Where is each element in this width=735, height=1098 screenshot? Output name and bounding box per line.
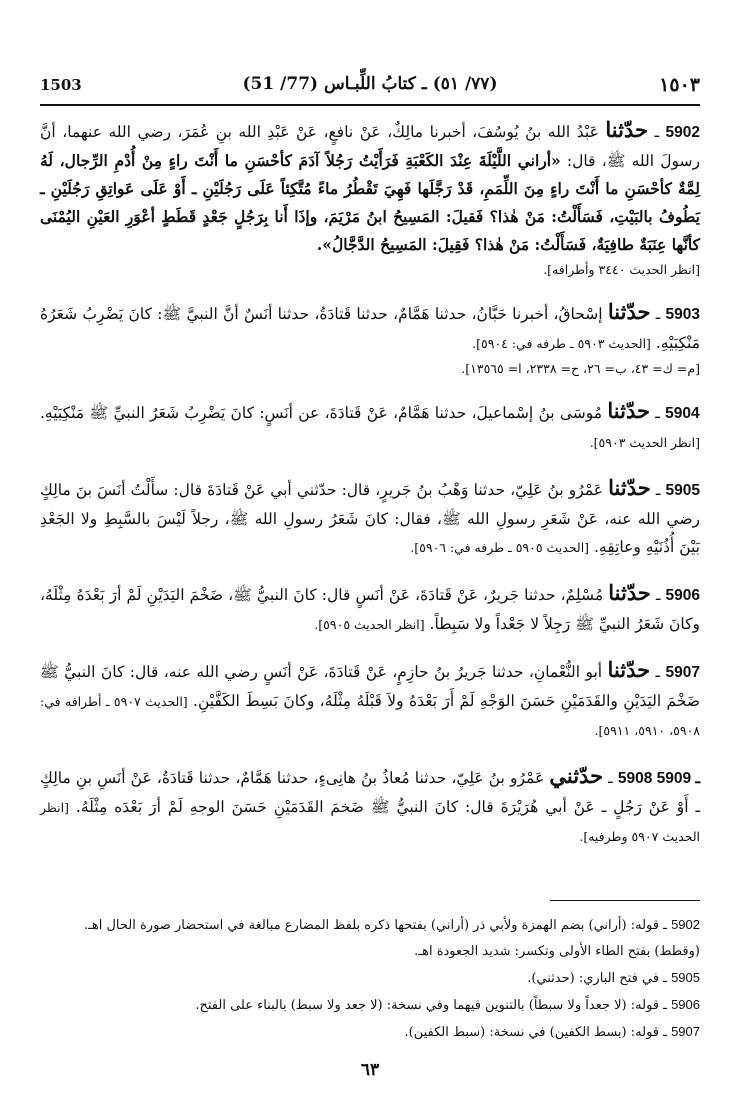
footnote-5907 <box>40 1019 700 1046</box>
hadith-reference: [انظر الحديث ٣٤٤٠ وأطرافه]. <box>543 262 700 277</box>
hadith-5904 <box>40 397 700 457</box>
hadith-5902 <box>40 116 700 281</box>
hadith-5903 <box>40 298 700 380</box>
page <box>40 60 700 1090</box>
hadith-number: 5903 <box>665 306 701 323</box>
dash: ـ <box>650 305 661 323</box>
hadith-lead: حدّثنا <box>605 117 648 142</box>
isnad-text: إسْحاقُ، أخبرنا حَبَّانُ، حدثنا هَمَّامٌ، حدثنا قَتادَةُ، حدثنا أنَسٌ أنَّ النبيَّ ﷺ: كانَ يَضْرِبُ شَعَرُهُ مَنْكِبَيْهِ. <box>40 305 700 352</box>
header-rule <box>40 104 700 106</box>
hadith-reference: [الحديث ٥٩٠٥ ـ طرفه في: ٥٩٠٦]. <box>410 540 590 555</box>
hadith-number: 5907 <box>665 664 700 681</box>
hadith-5908-5909 <box>40 762 700 851</box>
footnote-number: 5905 <box>671 970 700 985</box>
hadith-lead: حدّثنا <box>607 398 650 423</box>
footnotes <box>40 912 700 1046</box>
hadith-number: 5906 <box>665 587 700 604</box>
isnad-text: مُوسَى بنُ إسْماعيلَ، حدثنا هَمَّامٌ، عَنْ قَتادَةَ، عن أنَسٍ: كانَ يَضْرِبُ شَعَرُ النبيِّ ﷺ مَنْكِبَيْهِ. <box>40 404 603 422</box>
hadith-number: 5908 ـ 5909 <box>617 770 700 787</box>
hadith-lead: حدّثنا <box>608 580 651 605</box>
hadith-5905 <box>40 474 700 562</box>
footnote-number: 5907 <box>671 1024 700 1039</box>
isnad-text: مُسْلِمٌ، حدثنا جَريرٌ، عَنْ قَتادَةَ، عَنْ أنَسٍ قال: كانَ النبيُّ ﷺ، ضَخْمَ اليَدَيْنِ لَمْ أرَ بَعْدَهُ مِثْلَهُ، وكانَ شَعَرُ النبيِّ ﷺ رَجِلاً لا جَعْداً ولا سَبِطاً. <box>40 586 700 633</box>
matn-text: «أراني اللَّيْلَةَ عِنْدَ الكَعْبَةِ فَرَأَيْتُ رَجُلاً آدَمَ كأحْسَنِ ما أَنْتَ راءٍ مِنْ أُدْمِ الرِّجال، لَهُ لِمَّةٌ كأحْسَنِ ما أَنْتَ راءٍ مِنَ اللِّمَمِ، قَدْ رَجَّلَها فَهِيَ تَقْطُرُ ماءً مُتَّكِئاً عَلَى رَجُلَيْنِ ـ أَوْ عَلَى عَواتِقِ رَجُلَيْنِ ـ يَطُوفُ بالبَيْتِ، فَسَأَلْتُ: مَنْ هٰذا؟ فَقيلَ: المَسِيحُ ابنُ مَرْيَمَ، وإذَا أَنا بِرَجُلٍ جَعْدٍ قَطَطٍ أعْوَرِ العَيْنِ اليُمْنَى كأنَّها عِنَبَةٌ طافِيَةٌ، فَسَأَلْتُ: مَنْ هٰذا؟ فَقِيلَ: المَسِيحُ الدَّجَّالُ». <box>40 151 700 254</box>
hadith-number: 5905 <box>665 482 700 499</box>
footnote-5905 <box>40 965 700 992</box>
isnad-text: عَبْدُ الله بنُ يُوسُفَ، أخبرنا مالِكٌ، عَنْ نافعٍ، عَنْ عَبْدِ الله بنِ عُمَرَ، رضي الله عنهما، أنَّ رسولَ الله ﷺ، قال: <box>40 123 700 170</box>
dash: ـ <box>650 481 661 499</box>
hadith-lead: حدّثنا <box>608 475 651 500</box>
hadith-number: 5904 <box>665 405 700 422</box>
hadith-reference: [الحديث ٥٩٠٧ ـ أطرافه في: ٥٩٠٨، ٥٩١٠، ٥٩١١]. <box>40 694 700 738</box>
hadith-reference: [انظر الحديث ٥٩٠٥]. <box>314 617 425 632</box>
footnote-separator <box>550 900 700 901</box>
hadith-body <box>40 116 700 868</box>
hadith-lead: حدّثني <box>549 763 604 788</box>
hadith-lead: حدّثنا <box>607 657 651 682</box>
hadith-5907 <box>40 656 700 745</box>
footnote-5902 <box>40 912 700 965</box>
dash: ـ <box>650 663 661 681</box>
hadith-5906 <box>40 579 700 639</box>
dash: ـ <box>650 586 661 604</box>
hadith-reference: [انظر الحديث ٥٩٠٣]. <box>589 435 700 450</box>
footnote-number: 5906 <box>671 997 700 1012</box>
hadith-number: 5902 <box>665 124 700 141</box>
footnote-text: ـ في فتح الباري: (حدثني). <box>527 971 667 986</box>
isnad-text: أبو النُّعْمانِ، حدثنا جَريرُ بنُ حازِمٍ، عَنْ قَتادَةَ، عَنْ أنَسٍ رضي الله عنه، قال: كانَ النبيُّ ﷺ ضَخْمَ اليَدَيْنِ والقَدَمَيْنِ حَسَنَ الوَجْهِ لَمْ أَرَ بَعْدَهُ ولاَ قَبْلَهُ مِثْلَهُ، وكانَ بَسِطَ الكَفَّيْنِ. <box>40 663 701 710</box>
dash: ـ <box>603 769 613 787</box>
page-header <box>40 70 700 100</box>
footnote-text: ـ قوله: (أراني) بضم الهمزة ولأبي ذر (أراني) بفتحها ذكره بلفظ المضارع مبالغة في استحضار صورة الحال اهـ. (وقطط) بفتح الطاء الأولى وتكسر: شديد الجعودة اهـ. <box>83 918 700 959</box>
isnad-text: عَمْرُو بنُ عَلِيّ، حدثنا وَهْبُ بنُ جَريرٍ، قال: حدّثني أبي عَنْ قَتادَةَ قال: سأَلْتُ أنَسَ بنَ مالِكٍ رضي الله عنه، عَنْ شَعَرِ رسولِ الله ﷺ، فقال: كانَ شَعَرُ رسولِ الله ﷺ، رجلاً لَيْسَ بالسَّبِطِ ولا الجَعْدِ بَيْنَ أُذُنَيْهِ وعاتِقِهِ. <box>40 481 700 556</box>
footnote-5906 <box>40 992 700 1019</box>
footnote-number: 5902 <box>671 917 700 932</box>
page-number-arabic: ١٥٠٣ <box>659 74 700 96</box>
footnote-text: ـ قوله: (لا جعداً ولا سبطاً) بالتنوين فيهما وفي نسخة: (لا جعد ولا سبط) بالبناء على الفتح. <box>195 998 667 1013</box>
hadith-reference: [الحديث ٥٩٠٣ ـ طرفه في: ٥٩٠٤]. <box>472 336 651 351</box>
running-title: (٧٧/ ٥١) ـ كتابُ اللِّبـاس (77/ 51) <box>242 74 498 94</box>
folio-number: ٦٣ <box>360 1060 380 1080</box>
footnote-text: ـ قوله: (بسط الكفين) في نسخة: (سبط الكفين). <box>404 1025 667 1040</box>
hadith-lead: حدّثنا <box>607 299 651 324</box>
dash: ـ <box>650 404 660 422</box>
hadith-concordance: [م= ك= ٤٣، ب= ٢٦، ح= ٢٣٣٨، ا= ١٣٥٦٥]. <box>461 361 700 376</box>
hadith-reference: [انظر الحديث ٥٩٠٧ وطرفيه]. <box>40 800 700 844</box>
isnad-text: عَمْرُو بنُ عَلِيّ، حدثنا مُعاذُ بنُ هانِىءٍ، حدثنا هَمَّامٌ، حدثنا قَتادَةُ، عَنْ أنَسِ بنِ مالِكٍ ـ أَوْ عَنْ رَجُلٍ ـ عَنْ أبي هُرَيْرَةَ قال: كانَ النبيُّ ﷺ ضَخمَ القَدَمَيْنِ حَسَنَ الوجهِ لَمْ أرَ بَعْدَه مِثْلَهُ. <box>40 769 700 816</box>
dash: ـ <box>647 123 659 141</box>
page-number-latin: 1503 <box>40 76 82 94</box>
